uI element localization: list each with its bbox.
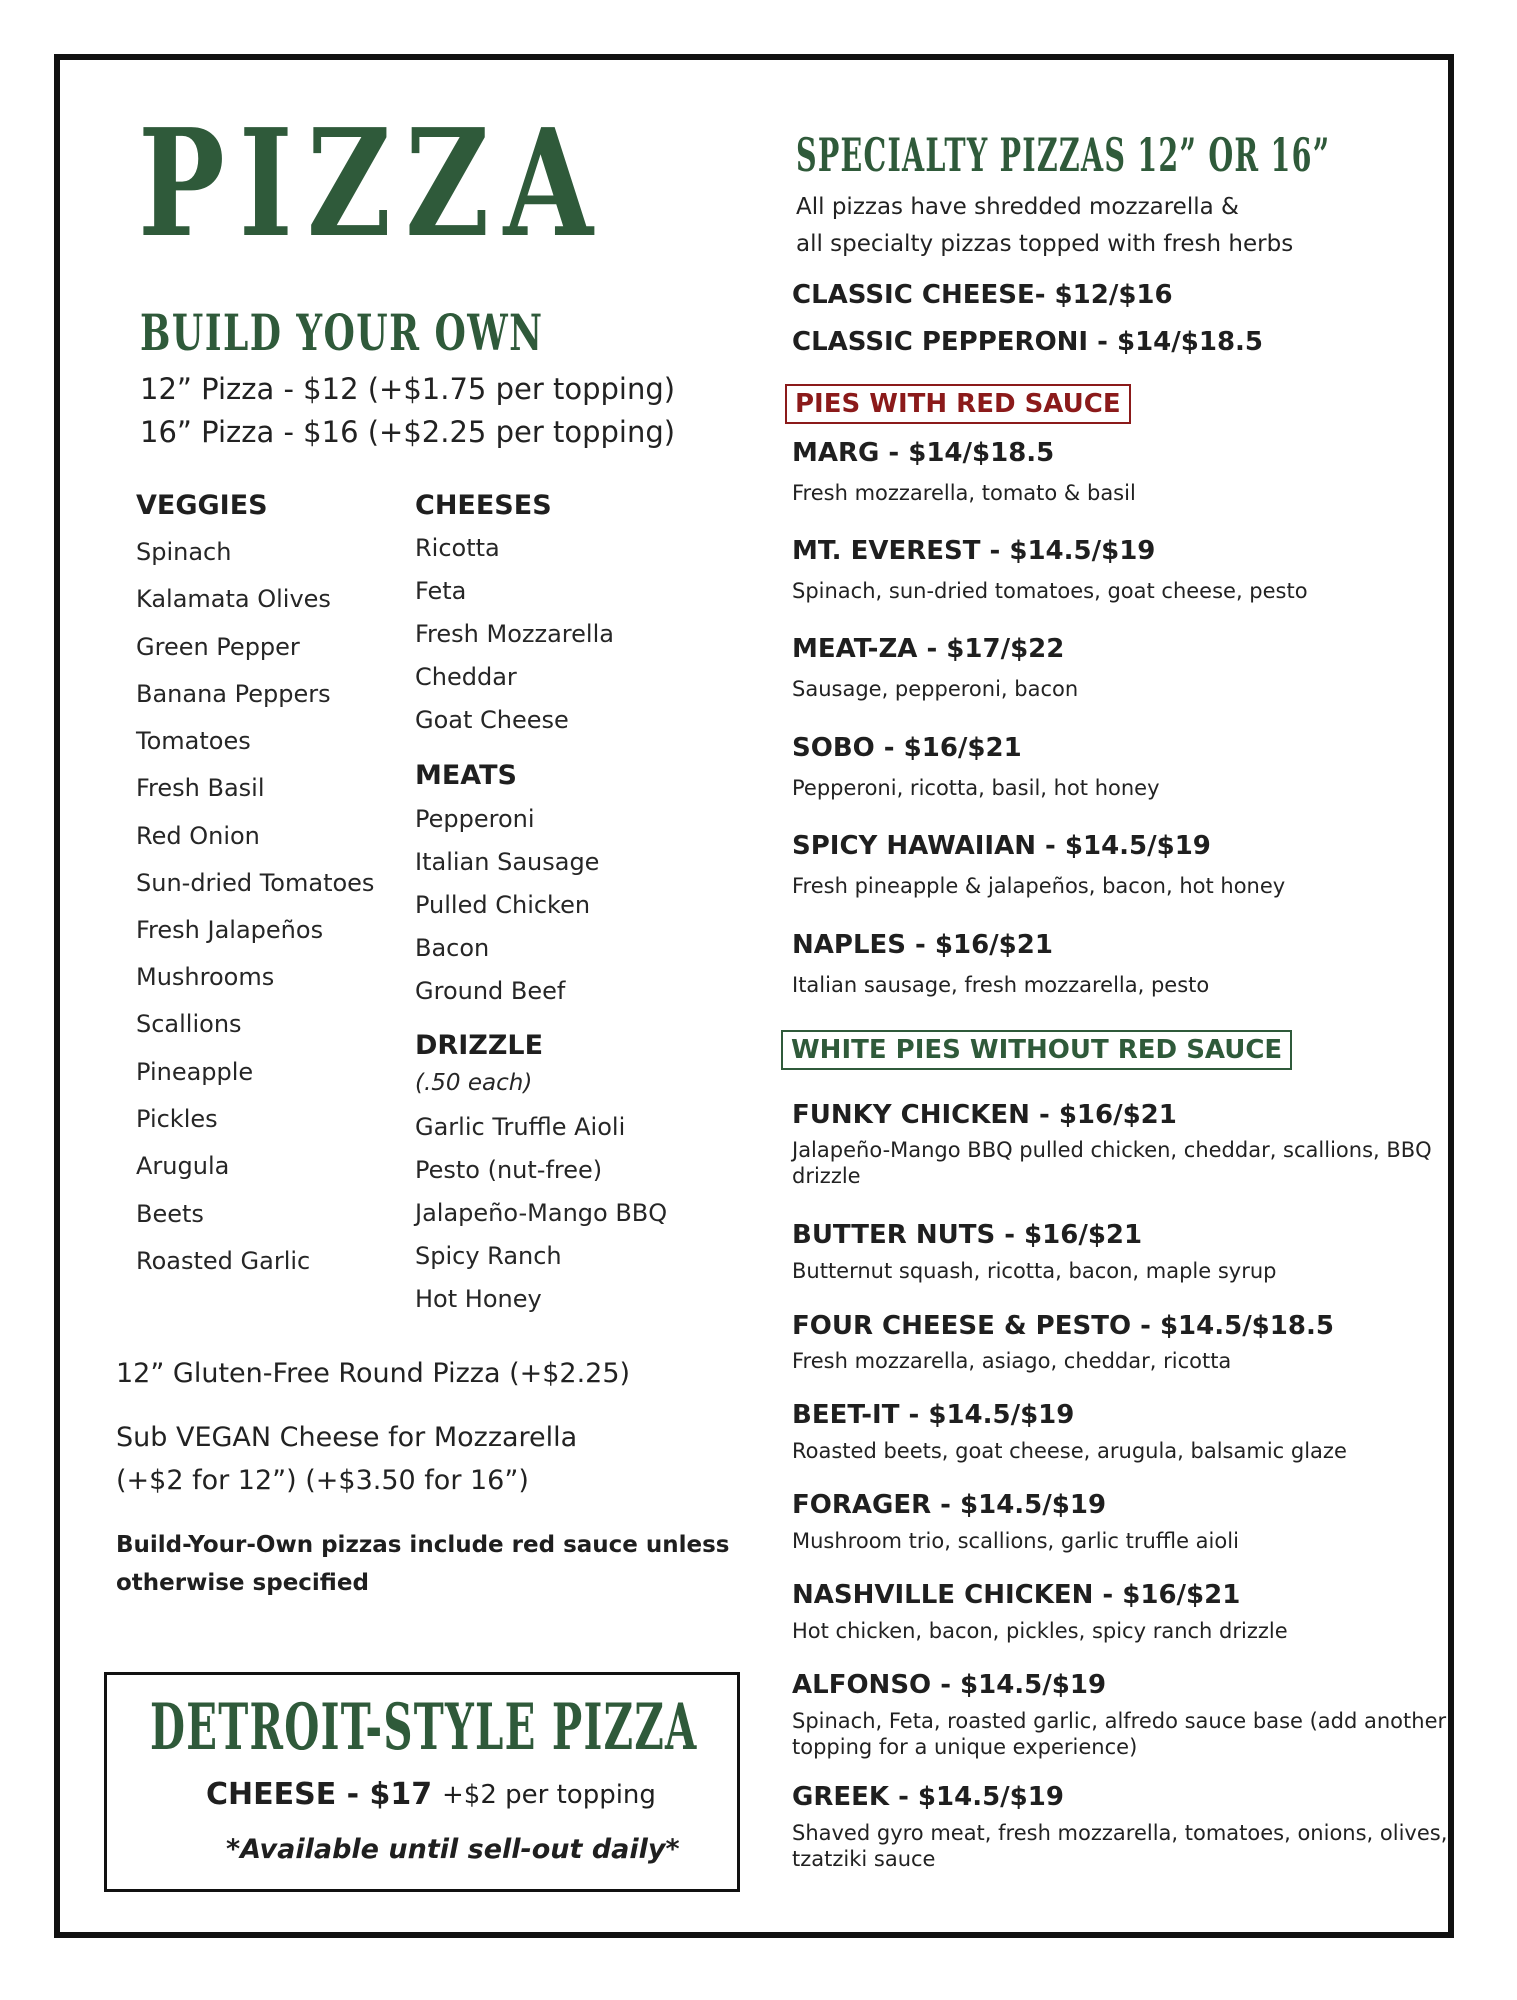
pizza-description: Jalapeño-Mango BBQ pulled chicken, cheddar, scallions, BBQ drizzle [792, 1138, 1432, 1188]
pizza-description: Shaved gyro meat, fresh mozzarella, tomatoes, onions, olives, tzatziki sauce [792, 1821, 1448, 1871]
veggie-item: Banana Peppers [136, 680, 331, 708]
pizza-name: BEET-IT - $14.5/$19 [792, 1400, 1075, 1430]
pizza-description: Hot chicken, bacon, pickles, spicy ranch drizzle [792, 1619, 1288, 1643]
meats-heading: MEATS [415, 760, 517, 791]
sauce-note-cont: otherwise specified [116, 1570, 369, 1596]
cheese-item: Fresh Mozzarella [415, 620, 614, 648]
pizza-name: BUTTER NUTS - $16/$21 [792, 1220, 1143, 1250]
vegan-cheese-option: Sub VEGAN Cheese for Mozzarella [116, 1422, 578, 1453]
cheeses-heading: CHEESES [415, 490, 552, 521]
veggie-item: Pineapple [136, 1058, 254, 1086]
pizza-description: Italian sausage, fresh mozzarella, pesto [792, 973, 1210, 997]
cheese-item: Feta [415, 577, 467, 605]
price-16-inch: 16” Pizza - $16 (+$2.25 per topping) [140, 415, 676, 449]
pizza-name: ALFONSO - $14.5/$19 [792, 1670, 1107, 1700]
pizza-description: Fresh mozzarella, tomato & basil [792, 481, 1136, 505]
pizza-name: SOBO - $16/$21 [792, 733, 1022, 763]
pizza-name: NAPLES - $16/$21 [792, 930, 1053, 960]
veggie-item: Scallions [136, 1010, 242, 1038]
meat-item: Pulled Chicken [415, 891, 591, 919]
pizza-name: FOUR CHEESE & PESTO - $14.5/$18.5 [792, 1311, 1334, 1341]
drizzle-item: Garlic Truffle Aioli [415, 1113, 626, 1141]
sauce-note: Build-Your-Own pizzas include red sauce unless [116, 1532, 730, 1558]
pizza-name: MEAT-ZA - $17/$22 [792, 634, 1065, 664]
veggies-heading: VEGGIES [136, 490, 268, 521]
cheese-item: Goat Cheese [415, 706, 569, 734]
pizza-description: Fresh mozzarella, asiago, cheddar, ricotta [792, 1349, 1232, 1373]
build-your-own-title: BUILD YOUR OWN [140, 303, 544, 362]
red-sauce-heading: PIES WITH RED SAUCE [785, 384, 1131, 424]
detroit-topping-price: +$2 per topping [442, 1780, 656, 1810]
specialty-intro-cont: all specialty pizzas topped with fresh herbs [796, 231, 1294, 257]
menu-title: PIZZA [138, 96, 608, 270]
pizza-description: Spinach, sun-dried tomatoes, goat cheese, pesto [792, 579, 1308, 603]
pizza-description: Spinach, Feta, roasted garlic, alfredo sauce base (add another topping for a unique experience) [792, 1709, 1447, 1759]
specialty-title: SPECIALTY PIZZAS 12” OR 16” [796, 128, 1331, 182]
veggie-item: Kalamata Olives [136, 585, 331, 613]
gluten-free-option: 12” Gluten-Free Round Pizza (+$2.25) [116, 1358, 631, 1389]
drizzle-item: Jalapeño-Mango BBQ [415, 1199, 668, 1227]
veggie-item: Pickles [136, 1105, 218, 1133]
classic-pepperoni: CLASSIC PEPPERONI - $14/$18.5 [792, 327, 1264, 357]
price-12-inch: 12” Pizza - $12 (+$1.75 per topping) [140, 372, 676, 406]
veggie-item: Sun-dried Tomatoes [136, 869, 375, 897]
pizza-name: GREEK - $14.5/$19 [792, 1782, 1064, 1812]
drizzle-item: Spicy Ranch [415, 1242, 562, 1270]
drizzle-price-note: (.50 each) [415, 1070, 533, 1096]
detroit-availability: *Available until sell-out daily* [226, 1834, 680, 1865]
veggie-item: Mushrooms [136, 963, 275, 991]
pizza-name: MT. EVEREST - $14.5/$19 [792, 536, 1156, 566]
pizza-name: NASHVILLE CHICKEN - $16/$21 [792, 1580, 1241, 1610]
vegan-cheese-price: (+$2 for 12”) (+$3.50 for 16”) [116, 1465, 529, 1496]
veggie-item: Red Onion [136, 822, 260, 850]
veggie-item: Green Pepper [136, 633, 300, 661]
classic-cheese: CLASSIC CHEESE- $12/$16 [792, 280, 1173, 310]
meat-item: Ground Beef [415, 977, 566, 1005]
cheese-item: Ricotta [415, 534, 500, 562]
detroit-cheese-price: CHEESE - $17 [206, 1777, 433, 1812]
pizza-name: FUNKY CHICKEN - $16/$21 [792, 1100, 1177, 1130]
specialty-intro: All pizzas have shredded mozzarella & [796, 194, 1239, 220]
meat-item: Pepperoni [415, 805, 535, 833]
pizza-description: Sausage, pepperoni, bacon [792, 677, 1079, 701]
cheese-item: Cheddar [415, 663, 517, 691]
pizza-description: Pepperoni, ricotta, basil, hot honey [792, 776, 1160, 800]
pizza-description: Roasted beets, goat cheese, arugula, balsamic glaze [792, 1439, 1347, 1463]
veggie-item: Beets [136, 1200, 204, 1228]
pizza-name: SPICY HAWAIIAN - $14.5/$19 [792, 831, 1211, 861]
veggie-item: Fresh Jalapeños [136, 916, 324, 944]
drizzle-item: Pesto (nut-free) [415, 1156, 603, 1184]
veggie-item: Fresh Basil [136, 774, 265, 802]
drizzle-heading: DRIZZLE [415, 1030, 544, 1061]
veggie-item: Tomatoes [136, 727, 251, 755]
veggie-item: Spinach [136, 538, 232, 566]
pizza-description: Fresh pineapple & jalapeños, bacon, hot honey [792, 874, 1286, 898]
veggie-item: Roasted Garlic [136, 1247, 311, 1275]
pizza-description: Butternut squash, ricotta, bacon, maple syrup [792, 1259, 1277, 1283]
pizza-name: FORAGER - $14.5/$19 [792, 1490, 1107, 1520]
detroit-title: DETROIT-STYLE PIZZA [150, 1690, 698, 1765]
meat-item: Italian Sausage [415, 848, 600, 876]
pizza-name: MARG - $14/$18.5 [792, 438, 1055, 468]
pizza-description: Mushroom trio, scallions, garlic truffle aioli [792, 1529, 1239, 1553]
meat-item: Bacon [415, 934, 490, 962]
veggie-item: Arugula [136, 1152, 230, 1180]
white-pies-heading: WHITE PIES WITHOUT RED SAUCE [781, 1030, 1292, 1070]
drizzle-item: Hot Honey [415, 1285, 542, 1313]
